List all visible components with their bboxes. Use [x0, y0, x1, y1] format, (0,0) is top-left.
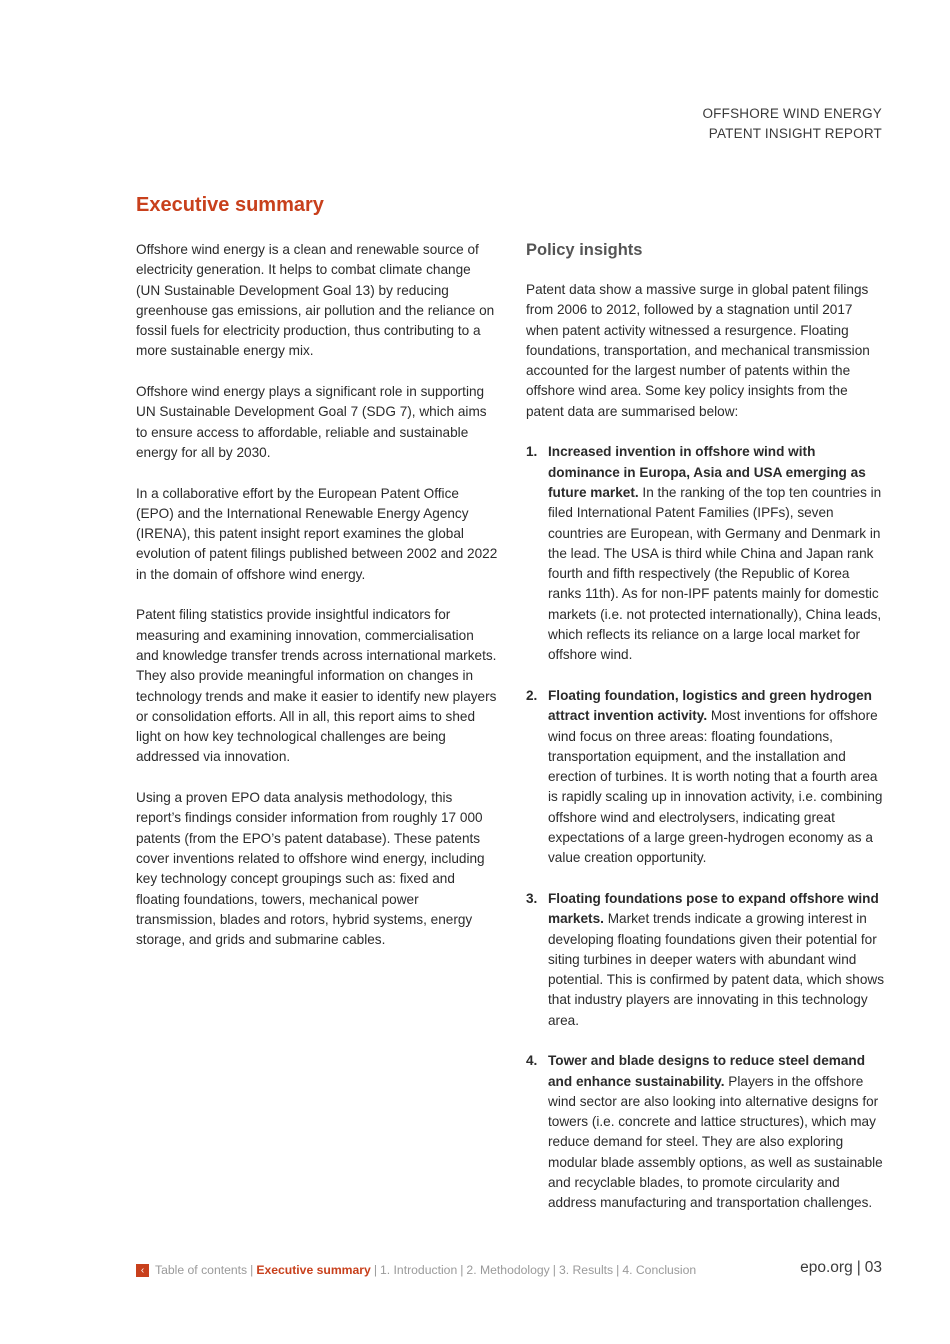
header-line-1: OFFSHORE WIND ENERGY	[702, 106, 882, 121]
page-title: Executive summary	[136, 194, 324, 216]
footer	[136, 1259, 882, 1282]
nav-separator: |	[552, 1263, 556, 1277]
item-heading: Floating foundations pose to expand offshore wind markets.	[548, 890, 879, 927]
nav-separator: |	[616, 1263, 620, 1277]
footer-nav	[155, 1263, 696, 1277]
left-column	[136, 240, 498, 971]
item-heading: Increased invention in offshore wind with dominance in Europa, Asia and USA emerging as future market.	[548, 444, 866, 500]
header-line-2: PATENT INSIGHT REPORT	[708, 126, 882, 141]
nav-link-results[interactable]: 3. Results	[558, 1263, 614, 1277]
page-number: 03	[864, 1259, 882, 1276]
nav-separator: |	[460, 1263, 464, 1277]
right-column	[526, 240, 886, 1234]
item-heading: Floating foundation, logistics and green hydrogen attract invention activity.	[548, 687, 872, 724]
list-item	[526, 442, 886, 665]
site-link[interactable]: epo.org	[800, 1259, 853, 1276]
back-arrow-icon[interactable]: ‹	[136, 1264, 149, 1277]
item-text: Market trends indicate a growing interest in developing floating foundations given their potential for siting turbines in deeper waters with abundant wind potential. This is confirmed by patent data, which shows that industry players are innovating in this technology area.	[548, 911, 884, 1028]
policy-intro: Patent data show a massive surge in global patent filings from 2006 to 2012, followed by a stagnation until 2017 when patent activity witnessed a resurgence. Floating foundations, transportation, and mechanical transmission accounted for the largest number of patents within the offshore wind area. Some key policy insights from the patent data are summarised below:	[526, 282, 870, 419]
item-number: 1.	[526, 444, 538, 460]
nav-separator: |	[250, 1263, 254, 1277]
paragraph: Patent filing statistics provide insightful indicators for measuring and examining innovation, commercialisation and knowledge transfer trends across international markets. They also provide meaningful information on changes in technology trends and make it easier to identify new players or consolidation efforts. All in all, this report aims to shed light on how key technological challenges are being addressed via innovation.	[136, 607, 497, 765]
paragraph: Offshore wind energy plays a significant role in supporting UN Sustainable Development Goal 7 (SDG 7), which aims to ensure access to affordable, reliable and sustainable energy for all by 2030.	[136, 384, 487, 460]
nav-link-introduction[interactable]: 1. Introduction	[380, 1263, 458, 1277]
nav-link-table-of-contents[interactable]: Table of contents	[155, 1263, 248, 1277]
nav-link-executive-summary[interactable]: Executive summary	[256, 1263, 371, 1277]
report-header	[702, 104, 882, 144]
paragraph: Using a proven EPO data analysis methodology, this report’s findings consider information from roughly 17 000 patents (from the EPO’s patent database). These patents cover inventions related to offshore wind energy, including key technology concept groupings such as: fixed and floating foundations, towers, mechanical power transmission, blades and rotors, hybrid systems, energy storage, and grids and submarine cables.	[136, 790, 485, 948]
policy-insights-heading: Policy insights	[526, 241, 643, 259]
list-item	[526, 686, 886, 869]
item-text: Players in the offshore wind sector are also looking into alternative designs for towers (i.e. concrete and lattice structures), which may reduce demand for steel. They are also exploring modular blade assembly options, as well as sustainable and recyclable blades, to promote circularity and address manufacturing and transportation challenges.	[548, 1073, 883, 1211]
paragraph: In a collaborative effort by the European Patent Office (EPO) and the International Renewable Energy Agency (IRENA), this patent insight report examines the global evolution of patent filings published between 2002 and 2022 in the domain of offshore wind energy.	[136, 485, 498, 582]
item-heading: Tower and blade designs to reduce steel demand and enhance sustainability.	[548, 1053, 866, 1089]
page-separator: |	[856, 1259, 861, 1276]
insights-list	[526, 442, 886, 1213]
list-item	[526, 889, 886, 1031]
nav-link-conclusion[interactable]: 4. Conclusion	[622, 1263, 697, 1277]
item-text: In the ranking of the top ten countries in filed International Patent Families (IPFs), seven countries are European, with Germany and Denmark in the lead. The USA is third while China and Japan rank fourth and fifth respectively (the Republic of Korea ranks 11th). As for non-IPF patents mainly for domestic markets (i.e. not protected internationally), China leads, which reflects its reliance on a large local market for offshore wind.	[548, 484, 882, 663]
paragraph: Offshore wind energy is a clean and renewable source of electricity generation. It helps to combat climate change (UN Sustainable Development Goal 13) by reducing greenhouse gas emissions, air pollution and the reliance on fossil fuels for electricity production, thus contributing to a more sustainable energy mix.	[136, 242, 495, 359]
item-number: 4.	[526, 1053, 538, 1069]
list-item	[526, 1051, 886, 1213]
item-number: 3.	[526, 890, 538, 906]
nav-separator: |	[373, 1263, 377, 1277]
item-number: 2.	[526, 687, 538, 703]
site-page-info	[800, 1259, 882, 1277]
item-text: Most inventions for offshore wind focus on three areas: floating foundations, transportation equipment, and the installation and erection of turbines. It is worth noting that a fourth area is rapidly scaling up in innovation activity, i.e. combining offshore wind and electrolysers, indicating great expectations of a large green-hydrogen economy as a value creation opportunity.	[548, 708, 883, 866]
nav-link-methodology[interactable]: 2. Methodology	[466, 1263, 550, 1277]
